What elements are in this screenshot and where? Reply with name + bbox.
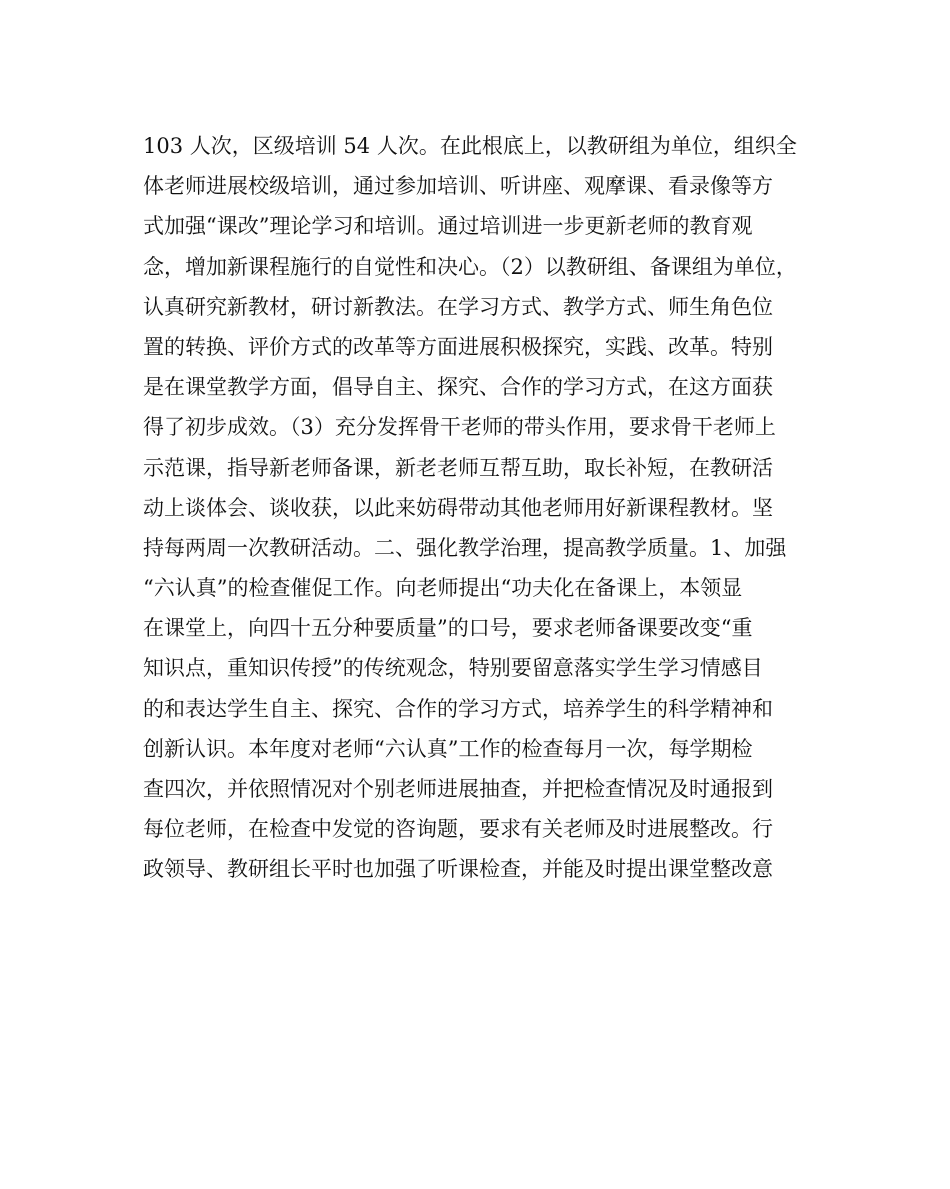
- text-line: 知识点，重知识传授”的传统观念，特别要留意落实学生学习情感目: [143, 656, 763, 681]
- text-line: 认真研究新教材，研讨新教法。在学习方式、教学方式、师生角色位: [143, 294, 773, 319]
- text-line: “六认真”的检查催促工作。向老师提出“功夫化在备课上，本领显: [143, 576, 743, 601]
- text-line: 在课堂上，向四十五分种要质量”的口号，要求老师备课要改变“重: [143, 616, 753, 641]
- body-text: [143, 126, 823, 890]
- text-line: 得了初步成效。（3）充分发挥骨干老师的带头作用，要求骨干老师上: [143, 415, 776, 440]
- text-line: 的和表达学生自主、探究、合作的学习方式，培养学生的科学精神和: [143, 696, 773, 721]
- text-line: 103 人次，区级培训 54 人次。在此根底上，以教研组为单位，组织全: [143, 134, 797, 158]
- text-line: 置的转换、评价方式的改革等方面进展积极探究，实践、改革。特别: [143, 334, 773, 359]
- text-line: 体老师进展校级培训，通过参加培训、听讲座、观摩课、看录像等方: [143, 174, 773, 199]
- text-line: 创新认识。本年度对老师“六认真”工作的检查每月一次，每学期检: [143, 736, 753, 761]
- text-line: 念，增加新课程施行的自觉性和决心。（2）以教研组、备课组为单位，: [143, 254, 797, 279]
- text-line: 每位老师，在检查中发觉的咨询题，要求有关老师及时进展整改。行: [143, 817, 773, 842]
- text-line: 示范课，指导新老师备课，新老老师互帮互助，取长补短，在教研活: [143, 455, 773, 480]
- text-line: 式加强“课改”理论学习和培训。通过培训进一步更新老师的教育观: [143, 214, 753, 239]
- text-line: 是在课堂教学方面，倡导自主、探究、合作的学习方式，在这方面获: [143, 375, 773, 400]
- text-line: 政领导、教研组长平时也加强了听课检查，并能及时提出课堂整改意: [143, 857, 773, 882]
- text-line: 查四次，并依照情况对个别老师进展抽查，并把检查情况及时通报到: [143, 777, 773, 801]
- text-line: 动上谈体会、谈收获，以此来妨碍带动其他老师用好新课程教材。坚: [143, 495, 773, 520]
- text-line: 持每两周一次教研活动。二、强化教学治理，提高教学质量。1、加强: [143, 535, 787, 560]
